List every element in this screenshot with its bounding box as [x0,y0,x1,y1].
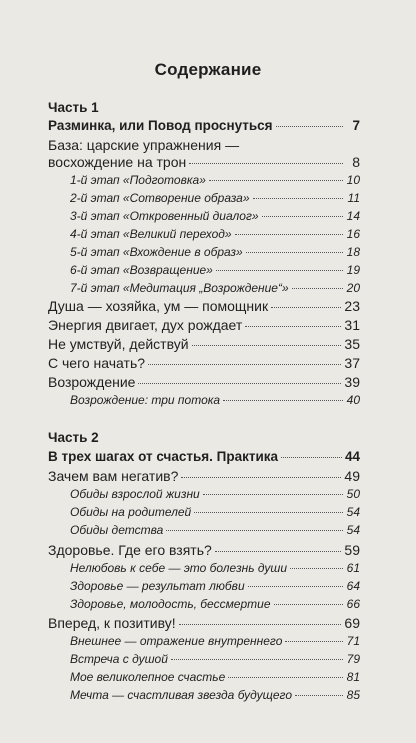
toc-subentry: 7-й этап «Медитация „Возрождение“» 20 [70,281,360,295]
toc-subentry: 3-й этап «Откровенный диалог» 14 [70,209,360,223]
toc-subentry: Возрождение: три потока 40 [70,393,360,407]
toc-entry-line1: База: царские упражнения — [48,137,240,153]
toc-subentry: Здоровье — результат любви 64 [70,579,360,593]
toc-entry: Разминка, или Повод проснуться 7 [48,118,360,133]
toc-subentry: 4-й этап «Великий переход» 16 [70,227,360,241]
toc-subentry: Встреча с душой 79 [70,652,360,666]
toc-entry: В трех шагах от счастья. Практика 44 [48,449,360,464]
toc-subentry: 5-й этап «Вхождение в образ» 18 [70,245,360,259]
toc-subentry: Нелюбовь к себе — это болезнь души 61 [70,561,360,575]
toc-subentry: 2-й этап «Сотворение образа» 11 [70,191,360,205]
toc-subentry: Мечта — счастливая звезда будущего 85 [70,688,360,702]
toc-subentry: Обиды детства 54 [70,523,360,537]
toc-subentry: 1-й этап «Подготовка» 10 [70,173,360,187]
part-1-heading: Часть 1 [48,100,99,115]
page-title: Содержание [154,60,262,79]
toc-subentry: Обиды на родителей 54 [70,505,360,519]
toc-subentry: Мое великолепное счастье 81 [70,670,360,684]
toc-entry: Душа — хозяйка, ум — помощник 23 [48,298,360,314]
toc-subentry: 6-й этап «Возвращение» 19 [70,263,360,277]
toc-entry: Не умствуй, действуй 35 [48,336,360,352]
toc-entry: Здоровье. Где его взять? 59 [48,542,360,558]
toc-entry: Зачем вам негатив? 49 [48,468,360,484]
toc-entry: Возрождение 39 [48,374,360,390]
toc-entry: Вперед, к позитиву! 69 [48,615,360,631]
toc-entry: восхождение на трон 8 [48,154,360,170]
toc-subentry: Обиды взрослой жизни 50 [70,487,360,501]
toc-subentry: Здоровье, молодость, бессмертие 66 [70,597,360,611]
part-2-heading: Часть 2 [48,430,99,445]
toc-subentry: Внешнее — отражение внутреннего 71 [70,634,360,648]
toc-entry: С чего начать? 37 [48,355,360,371]
toc-entry: Энергия двигает, дух рождает 31 [48,317,360,333]
